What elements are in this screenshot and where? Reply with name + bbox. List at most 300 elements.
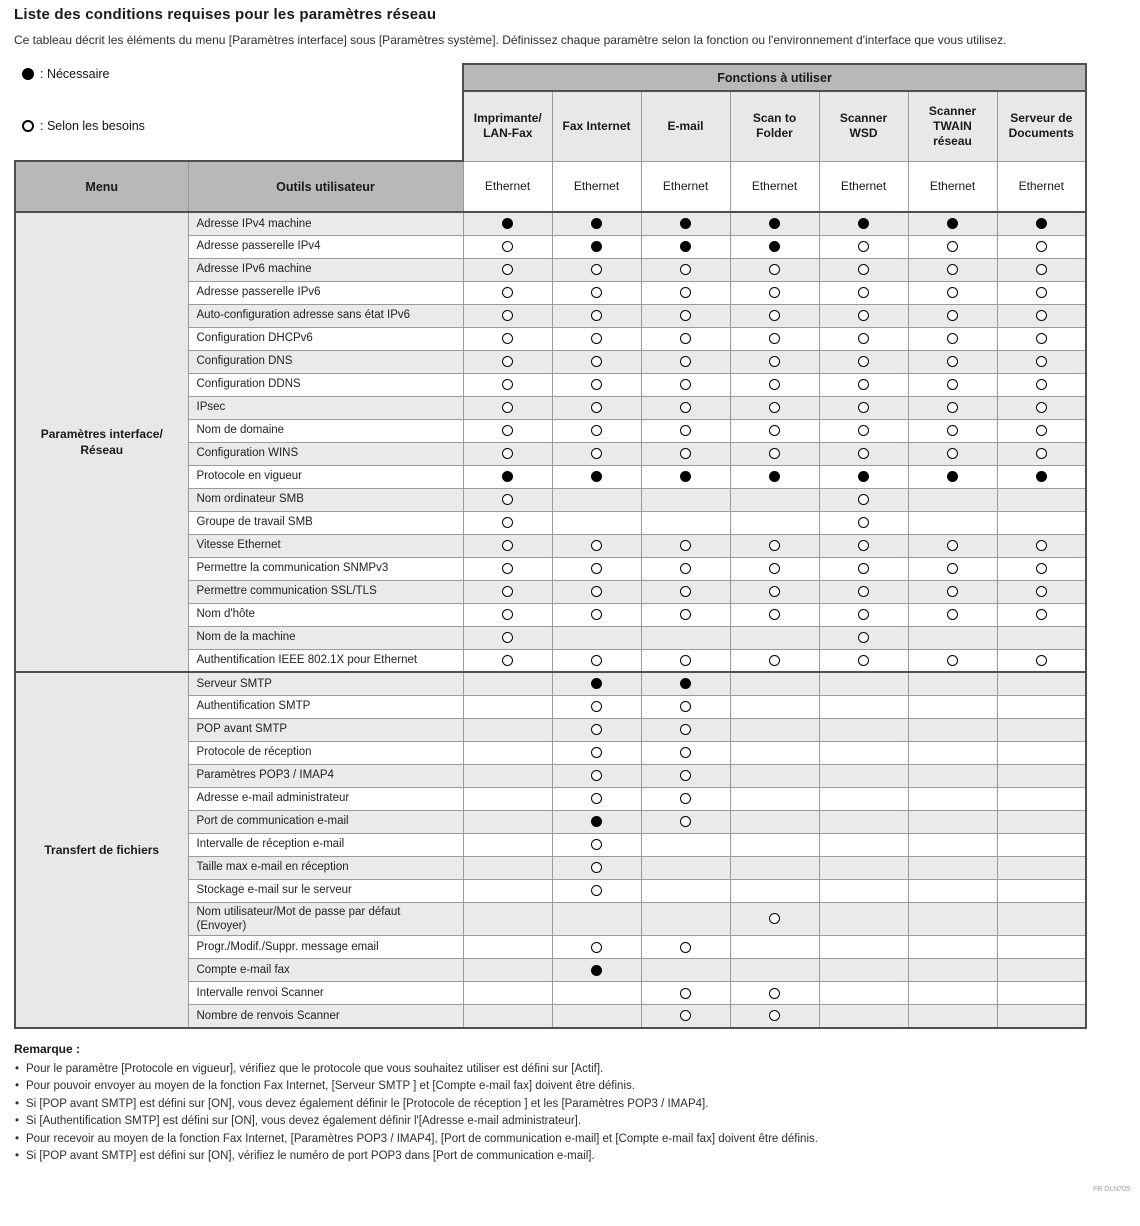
table-spacer xyxy=(15,64,463,161)
empty-cell xyxy=(730,511,819,534)
optional-dot-cell xyxy=(730,350,819,373)
empty-cell xyxy=(819,741,908,764)
optional-dot-cell xyxy=(641,603,730,626)
optional-dot-icon xyxy=(858,333,869,344)
optional-dot-icon xyxy=(591,425,602,436)
required-dot-cell xyxy=(463,212,552,235)
empty-cell xyxy=(997,856,1086,879)
empty-cell xyxy=(819,787,908,810)
required-dot-cell xyxy=(641,465,730,488)
optional-dot-cell xyxy=(552,741,641,764)
row-label: Vitesse Ethernet xyxy=(188,534,463,557)
optional-dot-cell xyxy=(641,327,730,350)
required-dot-icon xyxy=(769,471,780,482)
optional-dot-icon xyxy=(1036,356,1047,367)
optional-dot-icon xyxy=(1036,655,1047,666)
optional-dot-cell xyxy=(819,373,908,396)
column-header: Scanner WSD xyxy=(819,91,908,161)
optional-dot-cell xyxy=(641,258,730,281)
empty-cell xyxy=(908,695,997,718)
note-item: • Si [Authentification SMTP] est défini sur [ON], vous devez également définir l'[Adresse e-mail administrateur]. xyxy=(14,1113,1124,1130)
optional-dot-cell xyxy=(819,327,908,350)
required-dot-icon xyxy=(858,218,869,229)
required-dot-icon xyxy=(680,241,691,252)
optional-dot-icon xyxy=(502,287,513,298)
optional-dot-icon xyxy=(1036,563,1047,574)
optional-dot-cell xyxy=(552,373,641,396)
optional-dot-cell xyxy=(552,856,641,879)
required-dot-icon xyxy=(947,471,958,482)
optional-dot-cell xyxy=(908,534,997,557)
optional-dot-cell xyxy=(908,258,997,281)
table-row xyxy=(15,672,1086,695)
optional-dot-cell xyxy=(641,580,730,603)
empty-cell xyxy=(908,488,997,511)
empty-cell xyxy=(908,810,997,833)
optional-dot-icon xyxy=(858,517,869,528)
empty-cell xyxy=(908,936,997,959)
row-label: Paramètres POP3 / IMAP4 xyxy=(188,764,463,787)
interface-label: Ethernet xyxy=(819,161,908,212)
interface-label: Ethernet xyxy=(730,161,819,212)
row-label: POP avant SMTP xyxy=(188,718,463,741)
row-label: Adresse e-mail administrateur xyxy=(188,787,463,810)
required-dot-icon xyxy=(1036,218,1047,229)
optional-dot-cell xyxy=(908,557,997,580)
optional-dot-icon xyxy=(769,310,780,321)
optional-dot-cell xyxy=(641,442,730,465)
empty-cell xyxy=(997,982,1086,1005)
optional-dot-icon xyxy=(680,287,691,298)
optional-dot-icon xyxy=(769,448,780,459)
intro-text: Ce tableau décrit les éléments du menu [Paramètres interface] sous [Paramètres système]. Définissez chaque paramètre selon la fonction ou l'environnement d'interface que vous utilisez. xyxy=(14,33,1007,47)
optional-dot-cell xyxy=(819,281,908,304)
optional-dot-cell xyxy=(552,327,641,350)
optional-dot-icon xyxy=(502,402,513,413)
empty-cell xyxy=(997,902,1086,936)
empty-cell xyxy=(908,511,997,534)
optional-dot-icon xyxy=(591,770,602,781)
optional-dot-cell xyxy=(641,649,730,672)
optional-dot-icon xyxy=(947,448,958,459)
note-item: • Pour pouvoir envoyer au moyen de la fonction Fax Internet, [Serveur SMTP ] et [Compte e-mail fax] doivent être définis. xyxy=(14,1078,1124,1095)
empty-cell xyxy=(730,810,819,833)
optional-dot-icon xyxy=(591,287,602,298)
required-dot-icon xyxy=(680,471,691,482)
optional-dot-cell xyxy=(908,649,997,672)
optional-dot-cell xyxy=(552,603,641,626)
optional-dot-icon xyxy=(858,241,869,252)
empty-cell xyxy=(997,718,1086,741)
optional-dot-icon xyxy=(591,701,602,712)
empty-cell xyxy=(908,833,997,856)
optional-dot-icon xyxy=(680,988,691,999)
optional-dot-cell xyxy=(997,649,1086,672)
required-dot-icon xyxy=(947,218,958,229)
optional-dot-icon xyxy=(502,609,513,620)
empty-cell xyxy=(730,833,819,856)
empty-cell xyxy=(908,626,997,649)
optional-dot-cell xyxy=(552,350,641,373)
optional-dot-cell xyxy=(552,649,641,672)
optional-dot-cell xyxy=(730,580,819,603)
optional-dot-icon xyxy=(769,402,780,413)
optional-dot-icon xyxy=(947,356,958,367)
empty-cell xyxy=(908,764,997,787)
optional-dot-icon xyxy=(591,379,602,390)
empty-cell xyxy=(819,856,908,879)
optional-dot-cell xyxy=(463,442,552,465)
empty-cell xyxy=(552,488,641,511)
empty-cell xyxy=(463,787,552,810)
optional-dot-icon xyxy=(1036,586,1047,597)
empty-cell xyxy=(730,718,819,741)
optional-dot-icon xyxy=(680,379,691,390)
optional-dot-cell xyxy=(641,419,730,442)
document-code: FR DLN705 xyxy=(1093,1186,1130,1193)
optional-dot-cell xyxy=(552,879,641,902)
optional-dot-icon xyxy=(591,448,602,459)
optional-dot-cell xyxy=(463,511,552,534)
empty-cell xyxy=(730,695,819,718)
empty-cell xyxy=(819,936,908,959)
optional-dot-icon xyxy=(858,264,869,275)
empty-cell xyxy=(641,626,730,649)
row-label: Configuration DNS xyxy=(188,350,463,373)
row-label: Adresse passerelle IPv6 xyxy=(188,281,463,304)
optional-dot-cell xyxy=(641,982,730,1005)
row-label: Taille max e-mail en réception xyxy=(188,856,463,879)
optional-dot-cell xyxy=(997,557,1086,580)
row-label: Configuration WINS xyxy=(188,442,463,465)
optional-dot-cell xyxy=(463,281,552,304)
required-dot-cell xyxy=(552,465,641,488)
optional-dot-cell xyxy=(997,304,1086,327)
optional-dot-icon xyxy=(1036,287,1047,298)
functions-header: Fonctions à utiliser xyxy=(463,64,1086,91)
row-label: Nom de domaine xyxy=(188,419,463,442)
row-label: Auto-configuration adresse sans état IPv6 xyxy=(188,304,463,327)
optional-dot-cell xyxy=(730,442,819,465)
optional-dot-cell xyxy=(463,534,552,557)
optional-dot-cell xyxy=(819,511,908,534)
row-label: Configuration DHCPv6 xyxy=(188,327,463,350)
row-label: Compte e-mail fax xyxy=(188,959,463,982)
empty-cell xyxy=(730,879,819,902)
optional-dot-cell xyxy=(463,327,552,350)
row-label: Adresse IPv4 machine xyxy=(188,212,463,235)
optional-dot-icon xyxy=(858,632,869,643)
row-label: Permettre la communication SNMPv3 xyxy=(188,557,463,580)
empty-cell xyxy=(908,787,997,810)
empty-cell xyxy=(997,879,1086,902)
empty-cell xyxy=(730,672,819,695)
optional-dot-icon xyxy=(680,793,691,804)
empty-cell xyxy=(819,879,908,902)
optional-dot-cell xyxy=(552,304,641,327)
optional-dot-icon xyxy=(858,425,869,436)
row-label: Protocole en vigueur xyxy=(188,465,463,488)
optional-dot-icon xyxy=(858,655,869,666)
optional-dot-cell xyxy=(641,741,730,764)
optional-dot-icon xyxy=(502,264,513,275)
optional-dot-cell xyxy=(641,396,730,419)
required-dot-cell xyxy=(997,212,1086,235)
tools-header: Outils utilisateur xyxy=(188,161,463,212)
optional-dot-icon xyxy=(858,448,869,459)
empty-cell xyxy=(463,764,552,787)
optional-dot-icon xyxy=(947,655,958,666)
column-header: Scan to Folder xyxy=(730,91,819,161)
column-header: Scanner TWAIN réseau xyxy=(908,91,997,161)
empty-cell xyxy=(997,741,1086,764)
optional-dot-icon xyxy=(1036,448,1047,459)
optional-dot-cell xyxy=(730,1005,819,1028)
required-dot-icon xyxy=(1036,471,1047,482)
required-dot-cell xyxy=(730,465,819,488)
empty-cell xyxy=(819,718,908,741)
empty-cell xyxy=(463,695,552,718)
notes-heading: Remarque : xyxy=(14,1042,81,1056)
optional-dot-cell xyxy=(908,281,997,304)
optional-dot-icon xyxy=(680,448,691,459)
required-dot-cell xyxy=(730,235,819,258)
empty-cell xyxy=(908,902,997,936)
row-label: Stockage e-mail sur le serveur xyxy=(188,879,463,902)
empty-cell xyxy=(819,833,908,856)
optional-dot-icon xyxy=(947,287,958,298)
optional-dot-icon xyxy=(769,333,780,344)
table-row xyxy=(15,212,1086,235)
required-dot-icon xyxy=(502,471,513,482)
empty-cell xyxy=(997,810,1086,833)
optional-dot-cell xyxy=(730,534,819,557)
optional-dot-icon xyxy=(1036,310,1047,321)
optional-dot-icon xyxy=(680,333,691,344)
optional-dot-cell xyxy=(552,833,641,856)
optional-dot-cell xyxy=(641,810,730,833)
empty-cell xyxy=(997,695,1086,718)
optional-dot-icon xyxy=(769,264,780,275)
row-label: Serveur SMTP xyxy=(188,672,463,695)
optional-dot-icon xyxy=(680,747,691,758)
row-label: Authentification SMTP xyxy=(188,695,463,718)
optional-dot-icon xyxy=(947,310,958,321)
optional-dot-icon xyxy=(858,586,869,597)
optional-dot-icon xyxy=(502,333,513,344)
empty-cell xyxy=(908,718,997,741)
empty-cell xyxy=(730,741,819,764)
optional-dot-icon xyxy=(502,494,513,505)
optional-dot-icon xyxy=(1036,333,1047,344)
empty-cell xyxy=(908,672,997,695)
row-label: Nom de la machine xyxy=(188,626,463,649)
optional-dot-icon xyxy=(947,241,958,252)
row-label: Protocole de réception xyxy=(188,741,463,764)
optional-dot-cell xyxy=(641,695,730,718)
optional-dot-cell xyxy=(908,603,997,626)
optional-dot-icon xyxy=(680,770,691,781)
row-label: Adresse passerelle IPv4 xyxy=(188,235,463,258)
optional-dot-icon xyxy=(680,563,691,574)
empty-cell xyxy=(641,511,730,534)
optional-dot-cell xyxy=(908,396,997,419)
row-label: Configuration DDNS xyxy=(188,373,463,396)
required-dot-cell xyxy=(730,212,819,235)
required-dot-cell xyxy=(641,235,730,258)
column-header: E-mail xyxy=(641,91,730,161)
optional-dot-cell xyxy=(552,534,641,557)
optional-dot-icon xyxy=(769,988,780,999)
optional-dot-icon xyxy=(680,1010,691,1021)
optional-dot-icon xyxy=(591,333,602,344)
empty-cell xyxy=(463,718,552,741)
optional-dot-icon xyxy=(502,448,513,459)
row-label: IPsec xyxy=(188,396,463,419)
optional-dot-icon xyxy=(769,563,780,574)
optional-dot-cell xyxy=(997,442,1086,465)
optional-dot-icon xyxy=(858,287,869,298)
column-header: Serveur de Documents xyxy=(997,91,1086,161)
legend-optional-label: : Selon les besoins xyxy=(40,119,145,133)
empty-cell xyxy=(552,511,641,534)
optional-dot-cell xyxy=(997,603,1086,626)
optional-dot-cell xyxy=(730,557,819,580)
empty-cell xyxy=(819,810,908,833)
optional-dot-cell xyxy=(463,626,552,649)
note-item: • Pour le paramètre [Protocole en vigueur], vérifiez que le protocole que vous souhaitez utiliser est défini sur [Actif]. xyxy=(14,1061,1124,1078)
optional-dot-cell xyxy=(819,649,908,672)
optional-dot-cell xyxy=(819,235,908,258)
row-label: Nom d'hôte xyxy=(188,603,463,626)
optional-dot-cell xyxy=(552,936,641,959)
optional-dot-cell xyxy=(552,419,641,442)
optional-dot-cell xyxy=(997,327,1086,350)
optional-dot-cell xyxy=(908,235,997,258)
empty-cell xyxy=(463,902,552,936)
empty-cell xyxy=(463,936,552,959)
optional-dot-cell xyxy=(819,557,908,580)
optional-dot-icon xyxy=(591,885,602,896)
empty-cell xyxy=(641,959,730,982)
row-label: Authentification IEEE 802.1X pour Ethernet xyxy=(188,649,463,672)
optional-dot-icon xyxy=(680,701,691,712)
required-dot-icon xyxy=(591,471,602,482)
optional-dot-icon xyxy=(502,586,513,597)
optional-dot-cell xyxy=(463,488,552,511)
optional-dot-icon xyxy=(1036,609,1047,620)
row-label: Port de communication e-mail xyxy=(188,810,463,833)
menu-header: Menu xyxy=(15,161,188,212)
empty-cell xyxy=(908,982,997,1005)
optional-dot-cell xyxy=(552,258,641,281)
optional-dot-cell xyxy=(641,557,730,580)
optional-dot-cell xyxy=(908,350,997,373)
optional-dot-cell xyxy=(463,580,552,603)
empty-cell xyxy=(463,982,552,1005)
legend-required-label: : Nécessaire xyxy=(40,67,110,81)
optional-dot-cell xyxy=(463,396,552,419)
optional-dot-cell xyxy=(730,603,819,626)
optional-dot-cell xyxy=(997,350,1086,373)
empty-cell xyxy=(819,672,908,695)
optional-dot-icon xyxy=(502,356,513,367)
optional-dot-icon xyxy=(502,425,513,436)
optional-dot-icon xyxy=(502,379,513,390)
optional-dot-cell xyxy=(819,580,908,603)
optional-dot-cell xyxy=(552,396,641,419)
optional-dot-cell xyxy=(819,534,908,557)
menu-group-label: Transfert de fichiers xyxy=(15,672,188,1028)
optional-dot-cell xyxy=(641,304,730,327)
optional-dot-cell xyxy=(641,1005,730,1028)
optional-dot-icon xyxy=(591,862,602,873)
empty-cell xyxy=(997,488,1086,511)
optional-dot-icon xyxy=(858,540,869,551)
empty-cell xyxy=(463,959,552,982)
optional-dot-cell xyxy=(997,281,1086,304)
optional-dot-icon xyxy=(769,425,780,436)
optional-dot-icon xyxy=(680,540,691,551)
optional-dot-icon xyxy=(502,655,513,666)
optional-dot-cell xyxy=(819,419,908,442)
required-dot-icon xyxy=(591,816,602,827)
optional-dot-icon xyxy=(680,310,691,321)
optional-dot-icon xyxy=(1036,264,1047,275)
optional-dot-icon xyxy=(591,839,602,850)
interface-label: Ethernet xyxy=(908,161,997,212)
optional-dot-icon xyxy=(947,540,958,551)
optional-dot-cell xyxy=(463,603,552,626)
empty-cell xyxy=(552,902,641,936)
row-label: Nom utilisateur/Mot de passe par défaut (Envoyer) xyxy=(188,902,463,936)
optional-dot-cell xyxy=(641,373,730,396)
required-dot-cell xyxy=(552,810,641,833)
optional-dot-icon xyxy=(1036,241,1047,252)
empty-cell xyxy=(730,856,819,879)
optional-dot-icon xyxy=(591,655,602,666)
empty-cell xyxy=(730,488,819,511)
optional-dot-cell xyxy=(463,235,552,258)
optional-dot-cell xyxy=(908,442,997,465)
optional-dot-icon xyxy=(947,609,958,620)
optional-dot-cell xyxy=(463,304,552,327)
optional-dot-cell xyxy=(730,304,819,327)
optional-dot-cell xyxy=(908,373,997,396)
row-label: Nom ordinateur SMB xyxy=(188,488,463,511)
optional-dot-cell xyxy=(819,304,908,327)
note-item: • Si [POP avant SMTP] est défini sur [ON], vous devez également définir le [Protocole de réception ] et les [Paramètres POP3 / IMAP4]. xyxy=(14,1096,1124,1113)
empty-cell xyxy=(730,936,819,959)
optional-dot-icon xyxy=(858,356,869,367)
optional-dot-cell xyxy=(730,373,819,396)
optional-dot-cell xyxy=(819,258,908,281)
empty-cell xyxy=(730,764,819,787)
optional-dot-cell xyxy=(552,787,641,810)
optional-dot-cell xyxy=(463,258,552,281)
empty-cell xyxy=(997,672,1086,695)
empty-cell xyxy=(997,936,1086,959)
notes-section xyxy=(14,1042,1124,1165)
optional-dot-cell xyxy=(819,603,908,626)
optional-dot-icon xyxy=(769,586,780,597)
empty-cell xyxy=(997,787,1086,810)
notes-list xyxy=(14,1061,1124,1165)
optional-dot-icon xyxy=(1036,540,1047,551)
optional-dot-cell xyxy=(819,350,908,373)
column-header: Imprimante/ LAN-Fax xyxy=(463,91,552,161)
required-dot-icon xyxy=(680,218,691,229)
